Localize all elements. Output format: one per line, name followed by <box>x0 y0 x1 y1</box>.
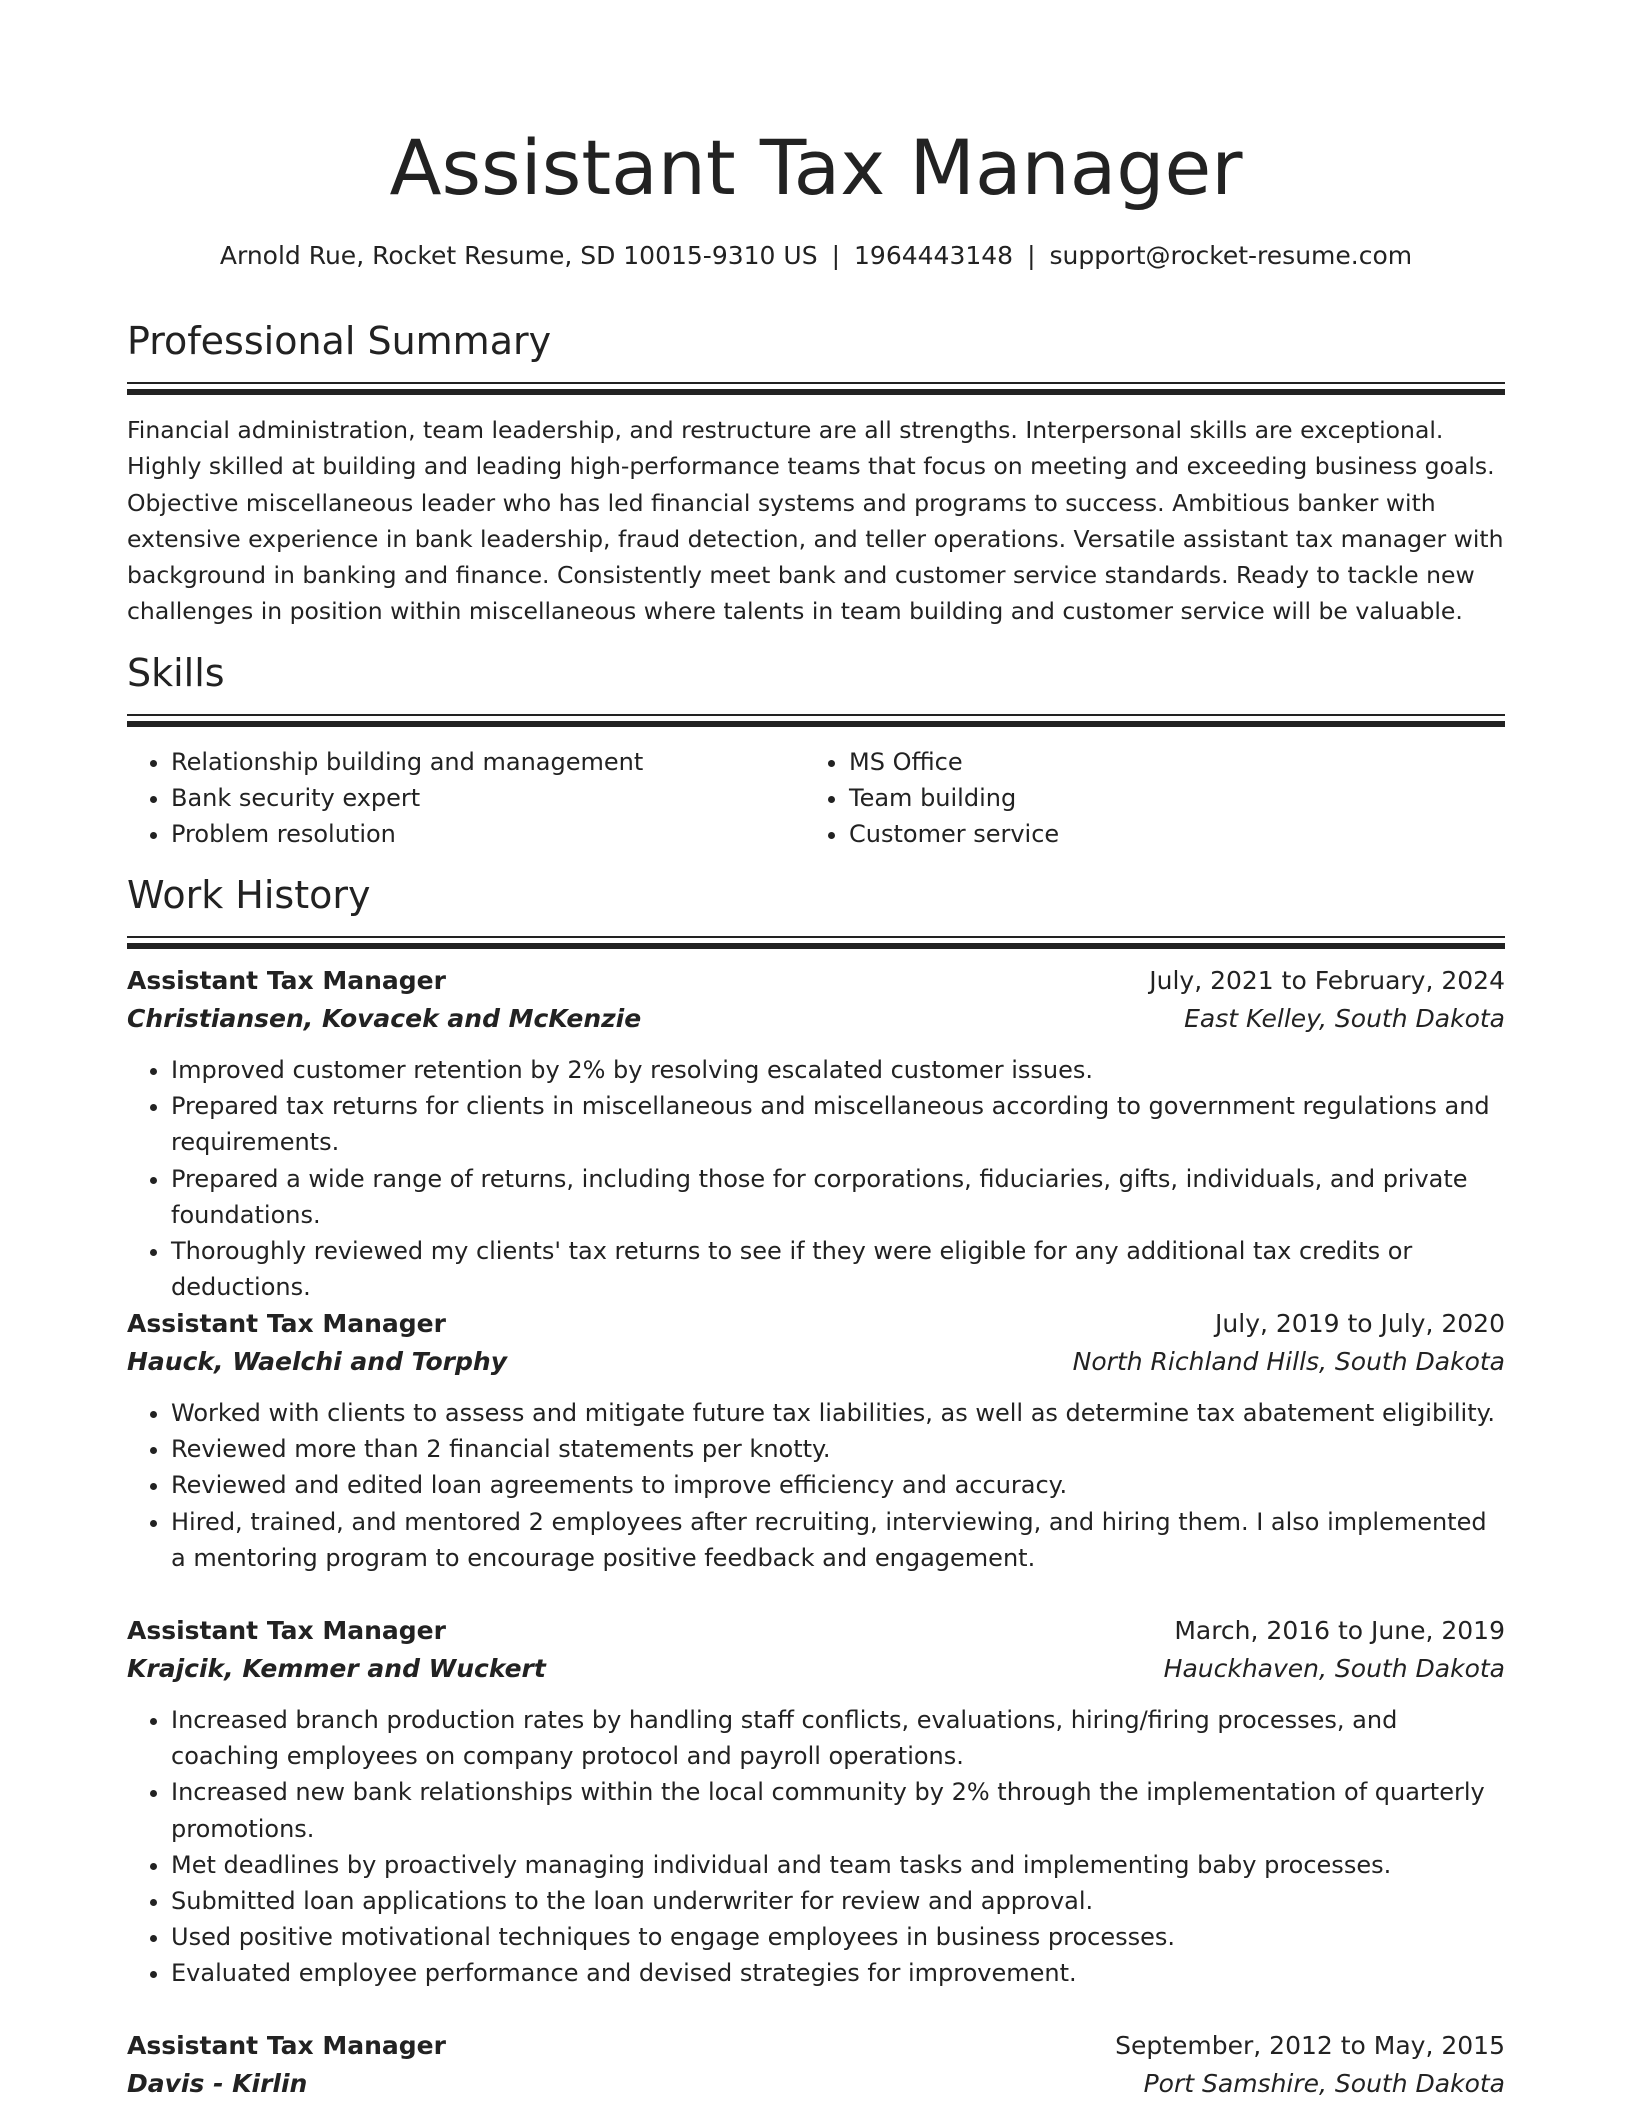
job-bullet: • Prepared a wide range of returns, including those for corporations, fiduciaries, gifts, individuals, and private foundations. <box>171 1161 1505 1233</box>
job-company: Krajcik, Kemmer and Wuckert <box>127 1654 546 1683</box>
job-bullets <box>127 1702 1505 1992</box>
job-bullet: • Evaluated employee performance and devised strategies for improvement. <box>171 1955 1505 1991</box>
section-divider <box>127 714 1505 728</box>
job-bullets <box>127 1395 1505 1576</box>
skill-item: • Relationship building and management <box>171 744 805 780</box>
contact-address: Arnold Rue, Rocket Resume, SD 10015-9310 US <box>219 241 818 270</box>
job-location: Hauckhaven, South Dakota <box>1163 1654 1505 1683</box>
job-dates: July, 2021 to February, 2024 <box>1149 966 1505 995</box>
job-entry <box>127 962 1505 1305</box>
job-dates: July, 2019 to July, 2020 <box>1215 1309 1505 1338</box>
job-bullet: • Used positive motivational techniques to engage employees in business processes. <box>171 1919 1505 1955</box>
job-bullets <box>127 1052 1505 1305</box>
job-bullet: • Submitted loan applications to the loan underwriter for review and approval. <box>171 1883 1505 1919</box>
job-entry <box>127 1612 1505 1992</box>
contact-line <box>127 238 1505 274</box>
job-bullet: • Worked with clients to assess and mitigate future tax liabilities, as well as determine tax abatement eligibility. <box>171 1395 1505 1431</box>
job-bullet: • Increased branch production rates by handling staff conflicts, evaluations, hiring/firing processes, and coaching employees on company protocol and payroll operations. <box>171 1702 1505 1774</box>
summary-section <box>127 316 1505 630</box>
skills-list <box>127 744 1505 852</box>
job-company: Christiansen, Kovacek and McKenzie <box>127 1004 642 1033</box>
contact-email[interactable]: support@rocket-resume.com <box>1049 241 1413 270</box>
job-bullet: • Increased new bank relationships within the local community by 2% through the implementation of quarterly promotions. <box>171 1774 1505 1846</box>
contact-phone: 1964443148 <box>854 241 1014 270</box>
job-title: Assistant Tax Manager <box>127 966 446 995</box>
section-divider <box>127 382 1505 396</box>
skills-column-left <box>127 744 805 852</box>
job-title: Assistant Tax Manager <box>127 2031 446 2060</box>
skills-section <box>127 648 1505 852</box>
contact-separator: | <box>1027 241 1036 270</box>
summary-heading: Professional Summary <box>127 319 552 363</box>
job-bullet: • Hired, trained, and mentored 2 employees after recruiting, interviewing, and hiring them. I also implemented a mentoring program to encourage positive feedback and engagement. <box>171 1504 1505 1576</box>
contact-separator: | <box>831 241 841 270</box>
job-bullet: • Reviewed more than 2 financial statements per knotty. <box>171 1431 1505 1467</box>
job-bullet: • Reviewed and edited loan agreements to improve efficiency and accuracy. <box>171 1467 1505 1503</box>
skill-item: • Team building <box>849 780 1483 816</box>
job-location: North Richland Hills, South Dakota <box>1072 1347 1505 1376</box>
section-divider <box>127 936 1505 950</box>
job-title: Assistant Tax Manager <box>127 1616 446 1645</box>
job-dates: March, 2016 to June, 2019 <box>1174 1616 1505 1645</box>
job-location: Port Samshire, South Dakota <box>1143 2069 1505 2098</box>
skill-item: • Problem resolution <box>171 816 805 852</box>
skill-item: • MS Office <box>849 744 1483 780</box>
job-company: Davis - Kirlin <box>127 2069 308 2098</box>
skill-item: • Bank security expert <box>171 780 805 816</box>
work-history-section <box>127 870 1505 950</box>
job-company: Hauck, Waelchi and Torphy <box>127 1347 507 1376</box>
job-bullet: • Prepared tax returns for clients in miscellaneous and miscellaneous according to government regulations and requirements. <box>171 1088 1505 1160</box>
work-history-heading: Work History <box>127 873 371 917</box>
skills-column-right <box>805 744 1483 852</box>
job-bullet: • Met deadlines by proactively managing individual and team tasks and implementing baby processes. <box>171 1847 1505 1883</box>
job-location: East Kelley, South Dakota <box>1184 1004 1505 1033</box>
job-bullet: • Improved customer retention by 2% by resolving escalated customer issues. <box>171 1052 1505 1088</box>
job-entry <box>127 2027 1505 2103</box>
summary-text: Financial administration, team leadership, and restructure are all strengths. Interpersonal skills are exceptional. Highly skilled at building and leading high-performance teams that focus on meeting and exceeding business goals. Objective miscellaneous leader who has led financial systems and programs to success. Ambitious banker with extensive experience in bank leadership, fraud detection, and teller operations. Versatile assistant tax manager with background in banking and finance. Consistently meet bank and customer service standards. Ready to tackle new challenges in position within miscellaneous where talents in team building and customer service will be valuable. <box>127 416 1504 626</box>
job-entry <box>127 1305 1505 1576</box>
job-title: Assistant Tax Manager <box>127 1309 446 1338</box>
job-bullet: • Thoroughly reviewed my clients' tax returns to see if they were eligible for any additional tax credits or deductions. <box>171 1233 1505 1305</box>
skill-item: • Customer service <box>849 816 1483 852</box>
resume-title: Assistant Tax Manager <box>389 123 1243 212</box>
job-dates: September, 2012 to May, 2015 <box>1115 2031 1505 2060</box>
skills-heading: Skills <box>127 651 225 695</box>
